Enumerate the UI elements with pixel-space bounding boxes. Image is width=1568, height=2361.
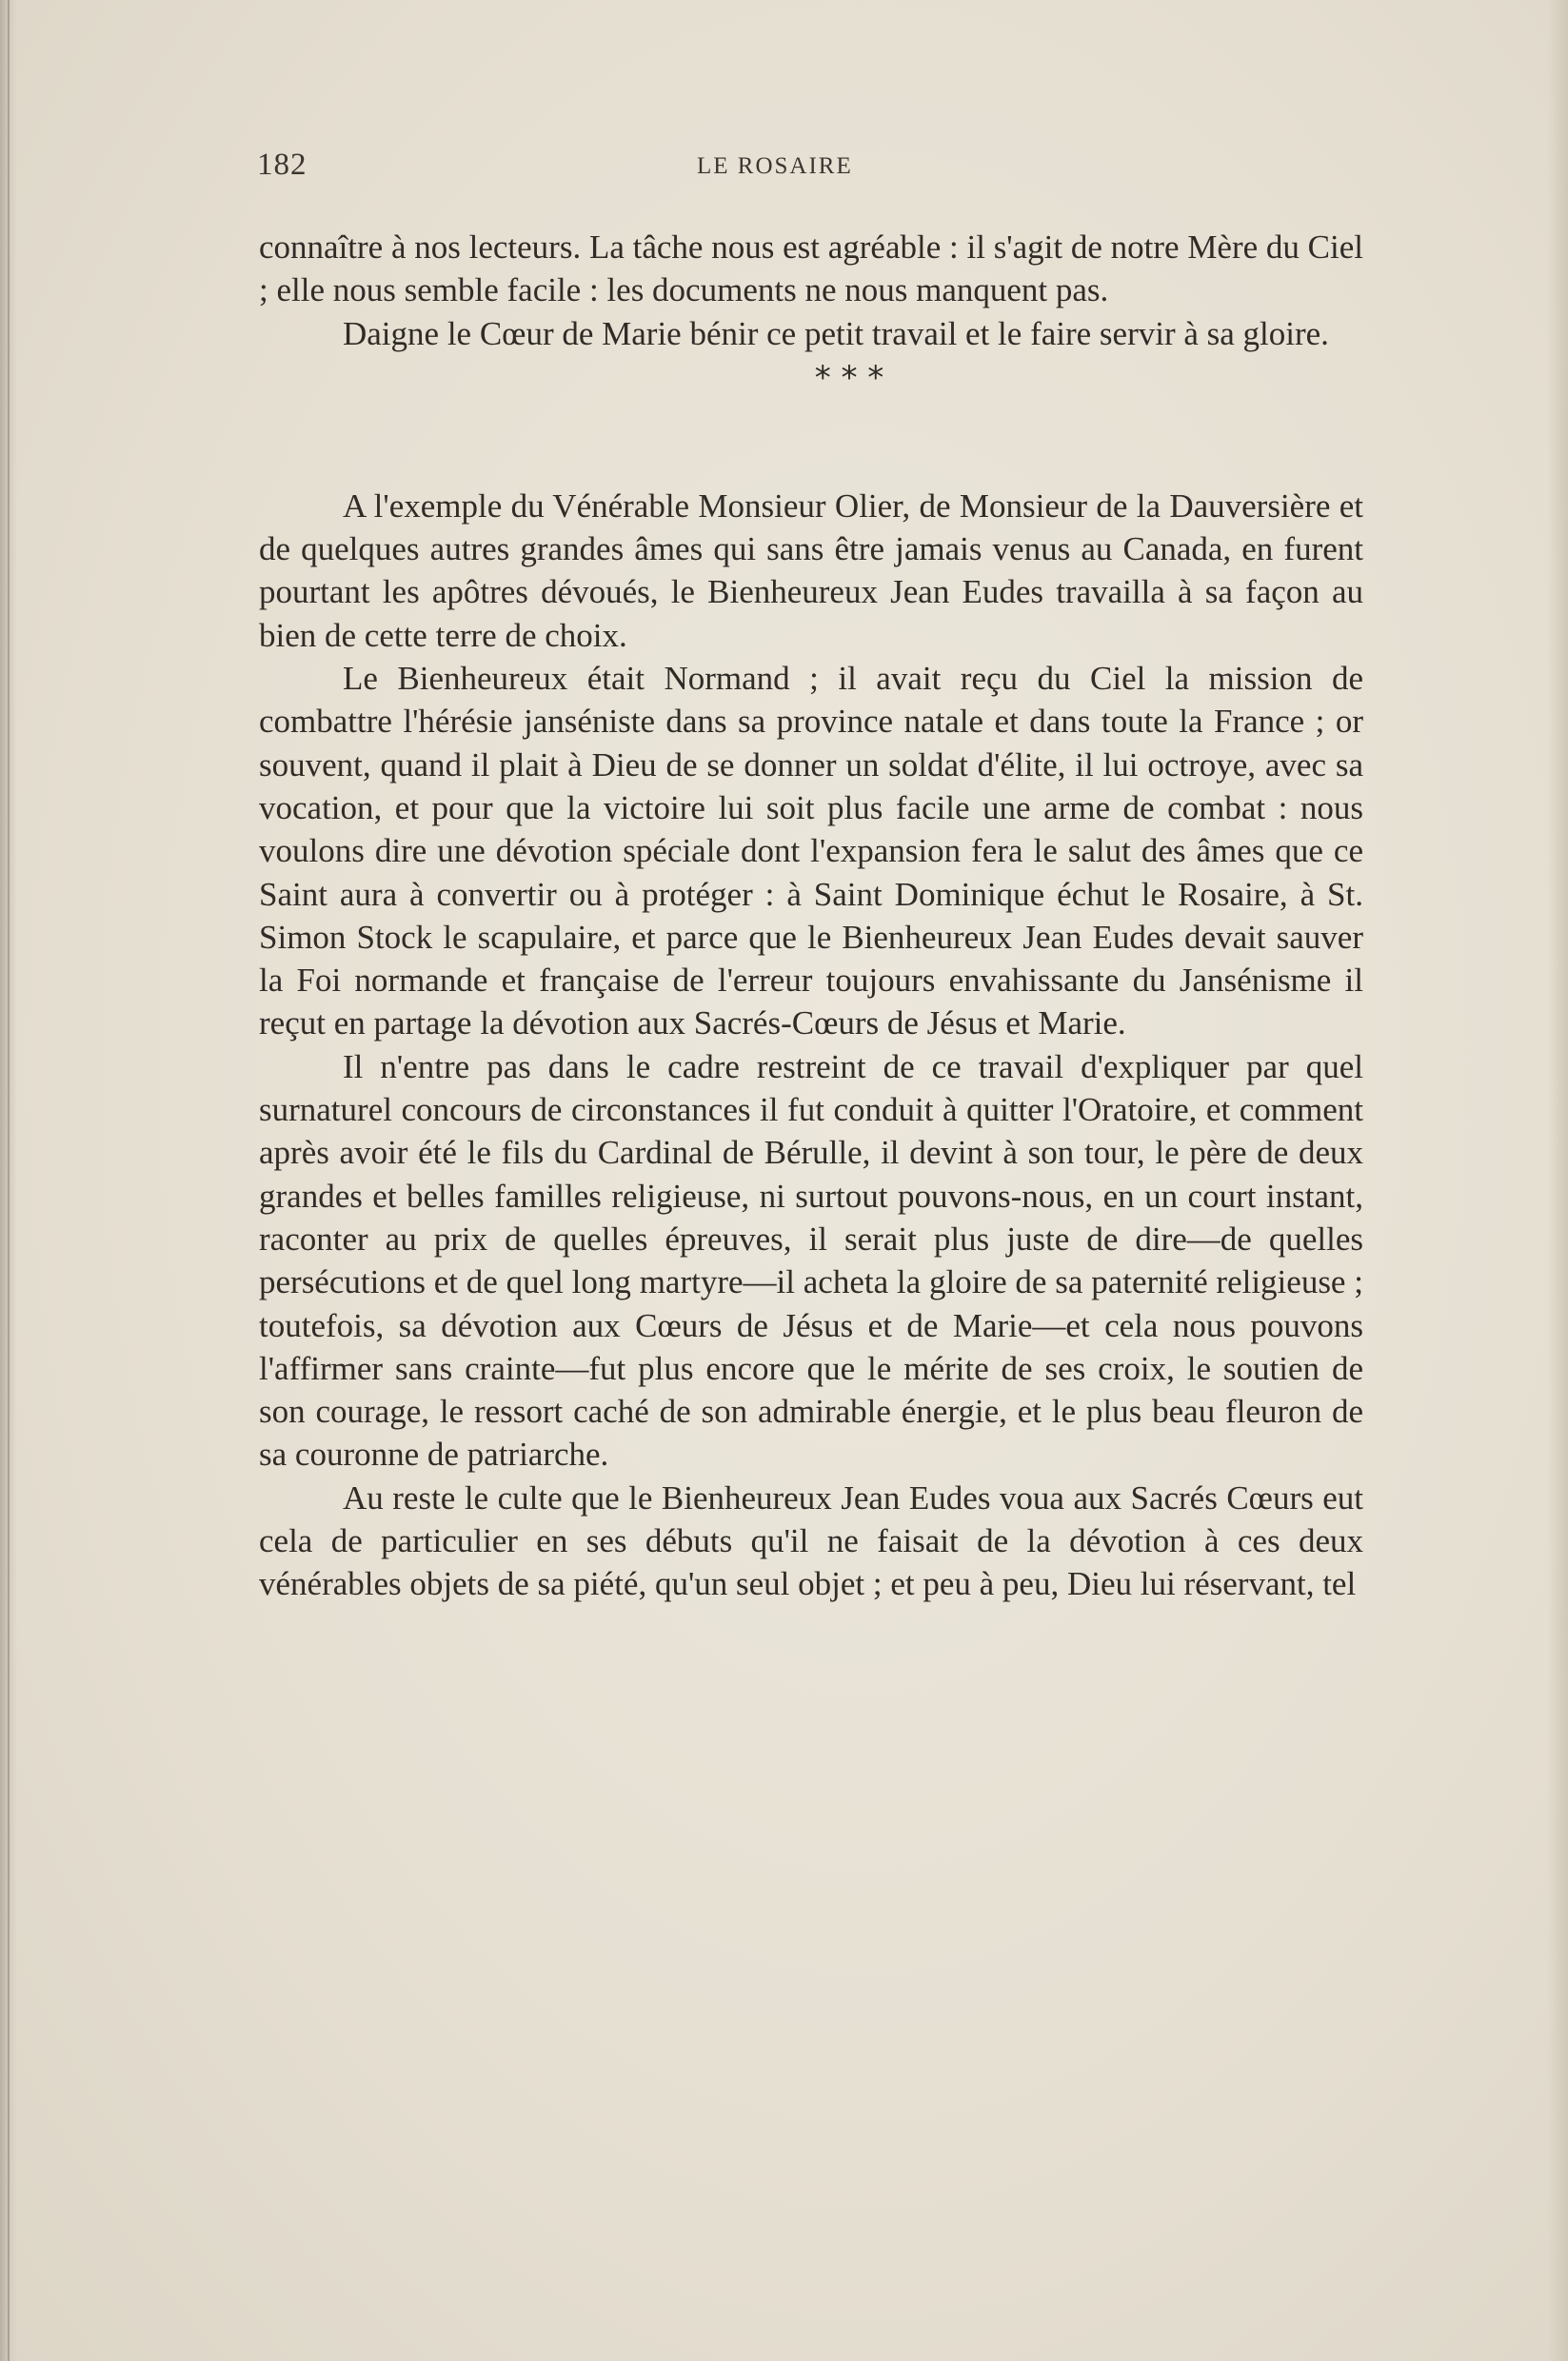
page-number: 182 xyxy=(257,148,308,182)
page-right-edge xyxy=(1547,0,1568,2361)
paragraph-4: Le Bienheureux était Normand ; il avait reçu du Ciel la mission de combattre l'hérésie janséniste dans sa province natale et dans toute la France ; or souvent, quand il plait à Dieu de se donner un soldat d'élite, il lui octroye, avec sa vocation, et pour que la victoire lui soit plus facile une arme de combat : nous voulons dire une dévotion spéciale dont l'expansion fera le salut des âmes que ce Saint aura à convertir ou à protéger : à Saint Dominique échut le Rosaire, à St. Simon Stock le scapulaire, et parce que le Bienheureux Jean Eudes devait sauver la Foi normande et française de l'erreur toujours envahissante du Jansénisme il reçut en partage la dévotion aux Sacrés-Cœurs de Jésus et Marie. xyxy=(259,660,1363,1042)
section-separator xyxy=(259,355,1363,485)
paragraph-6: Au reste le culte que le Bienheureux Jean Eudes voua aux Sacrés Cœurs eut cela de particulier en ses débuts qu'il ne faisait de la dévotion à ces deux vénérables objets de sa piété, qu'un seul objet ; et peu à peu, Dieu lui réservant, tel xyxy=(259,1478,1363,1603)
page-header xyxy=(257,148,1352,186)
paragraph-5: Il n'entre pas dans le cadre restreint de ce travail d'expliquer par quel surnaturel concours de circonstances il fut conduit à quitter l'Oratoire, et comment après avoir été le fils du Cardinal de Bérulle, il devint à son tour, le père de deux grandes et belles familles religieuse, ni surtout pouvons-nous, en un court instant, raconter au prix de quelles épreuves, il serait plus juste de dire—de quelles persécutions et de quel long martyre—il acheta la gloire de sa paternité religieuse ; toutefois, sa dévotion aux Cœurs de Jésus et de Marie—et cela nous pouvons l'affirmer sans crainte—fut plus encore que le mérite de ses croix, le soutien de son courage, le ressort caché de son admirable énergie, et le plus beau fleuron de sa couronne de patriarche. xyxy=(259,1047,1363,1474)
body-text xyxy=(259,226,1363,1606)
paragraph-2: Daigne le Cœur de Marie bénir ce petit travail et le faire servir à sa gloire. xyxy=(343,314,1329,352)
paragraph-1: connaître à nos lecteurs. La tâche nous est agréable : il s'agit de notre Mère du Ciel ; elle nous semble facile : les documents ne nous manquent pas. xyxy=(259,228,1363,309)
page-binding-line xyxy=(8,0,10,2361)
running-title: LE ROSAIRE xyxy=(697,153,853,179)
paragraph-3: A l'exemple du Vénérable Monsieur Olier, de Monsieur de la Dauversière et de quelques autres grandes âmes qui sans être jamais venus au Canada, en furent pourtant les apôtres dévoués, le Bienheureux Jean Eudes travailla à sa façon au bien de cette terre de choix. xyxy=(259,486,1363,654)
separator-text: * * * xyxy=(814,358,884,397)
